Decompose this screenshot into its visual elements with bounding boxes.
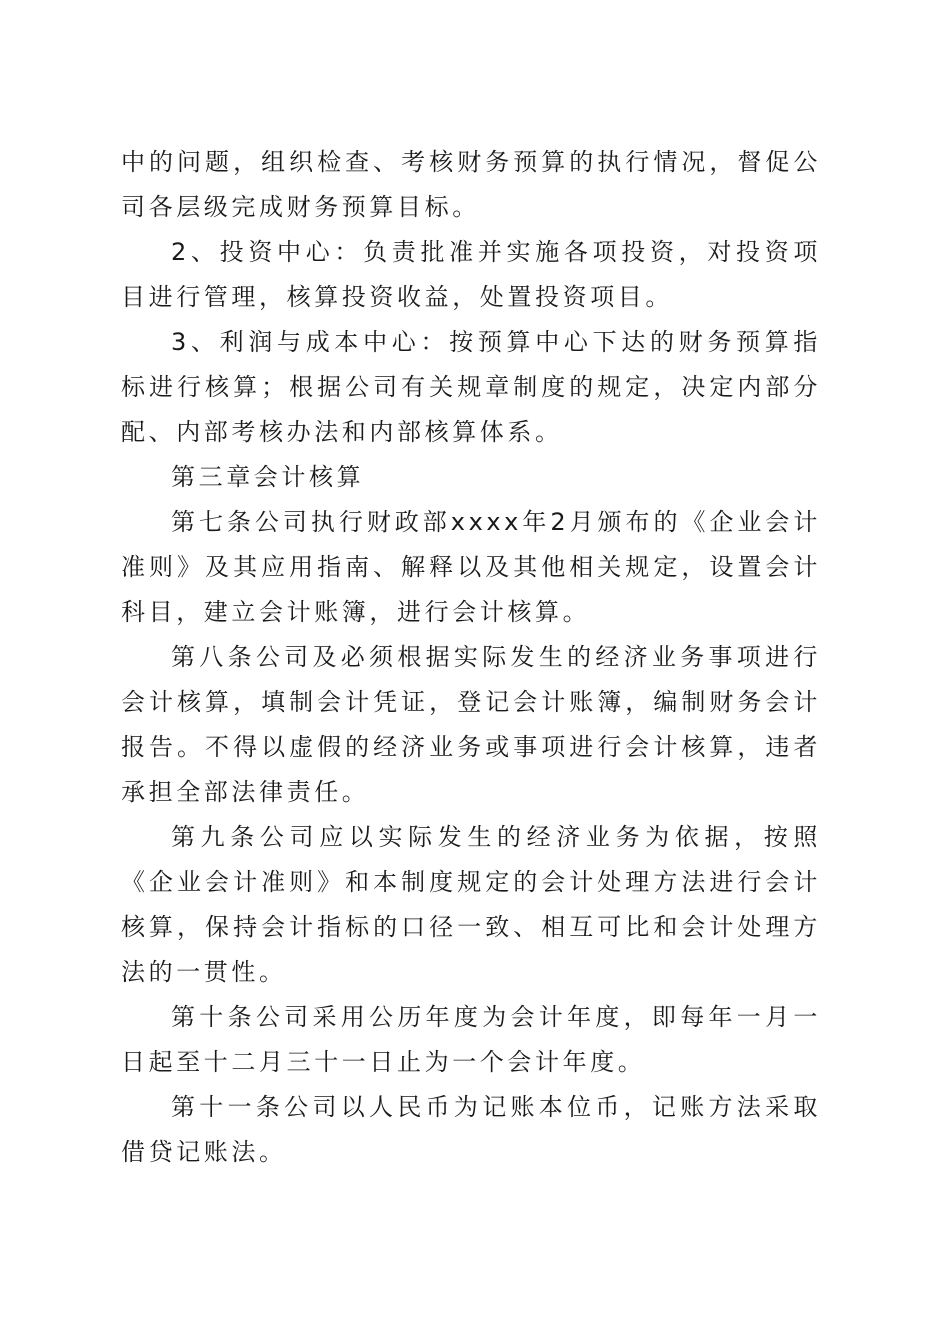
paragraph-continuation: 中的问题，组织检查、考核财务预算的执行情况，督促公司各层级完成财务预算目标。: [121, 148, 821, 221]
article-10: 第十条公司采用公历年度为会计年度，即每年一月一日起至十二月三十一日止为一个会计年度。: [121, 1003, 821, 1076]
chapter-heading: 第三章会计核算: [171, 463, 365, 491]
document-body: [121, 140, 821, 1175]
article-8: 第八条公司及必须根据实际发生的经济业务事项进行会计核算，填制会计凭证，登记会计账簿，编制财务会计报告。不得以虚假的经济业务或事项进行会计核算，违者承担全部法律责任。: [121, 643, 821, 806]
article-7: 第七条公司执行财政部xxxx年2月颁布的《企业会计准则》及其应用指南、解释以及其他相关规定，设置会计科目，建立会计账簿，进行会计核算。: [121, 508, 821, 626]
article-11: 第十一条公司以人民币为记账本位币，记账方法采取借贷记账法。: [121, 1093, 821, 1166]
paragraph-investment-center: 2、投资中心：负责批准并实施各项投资，对投资项目进行管理，核算投资收益，处置投资项目。: [121, 238, 821, 311]
paragraph-profit-cost-center: 3、利润与成本中心：按预算中心下达的财务预算指标进行核算；根据公司有关规章制度的规定，决定内部分配、内部考核办法和内部核算体系。: [121, 328, 821, 446]
article-9: 第九条公司应以实际发生的经济业务为依据，按照《企业会计准则》和本制度规定的会计处理方法进行会计核算，保持会计指标的口径一致、相互可比和会计处理方法的一贯性。: [121, 823, 821, 986]
